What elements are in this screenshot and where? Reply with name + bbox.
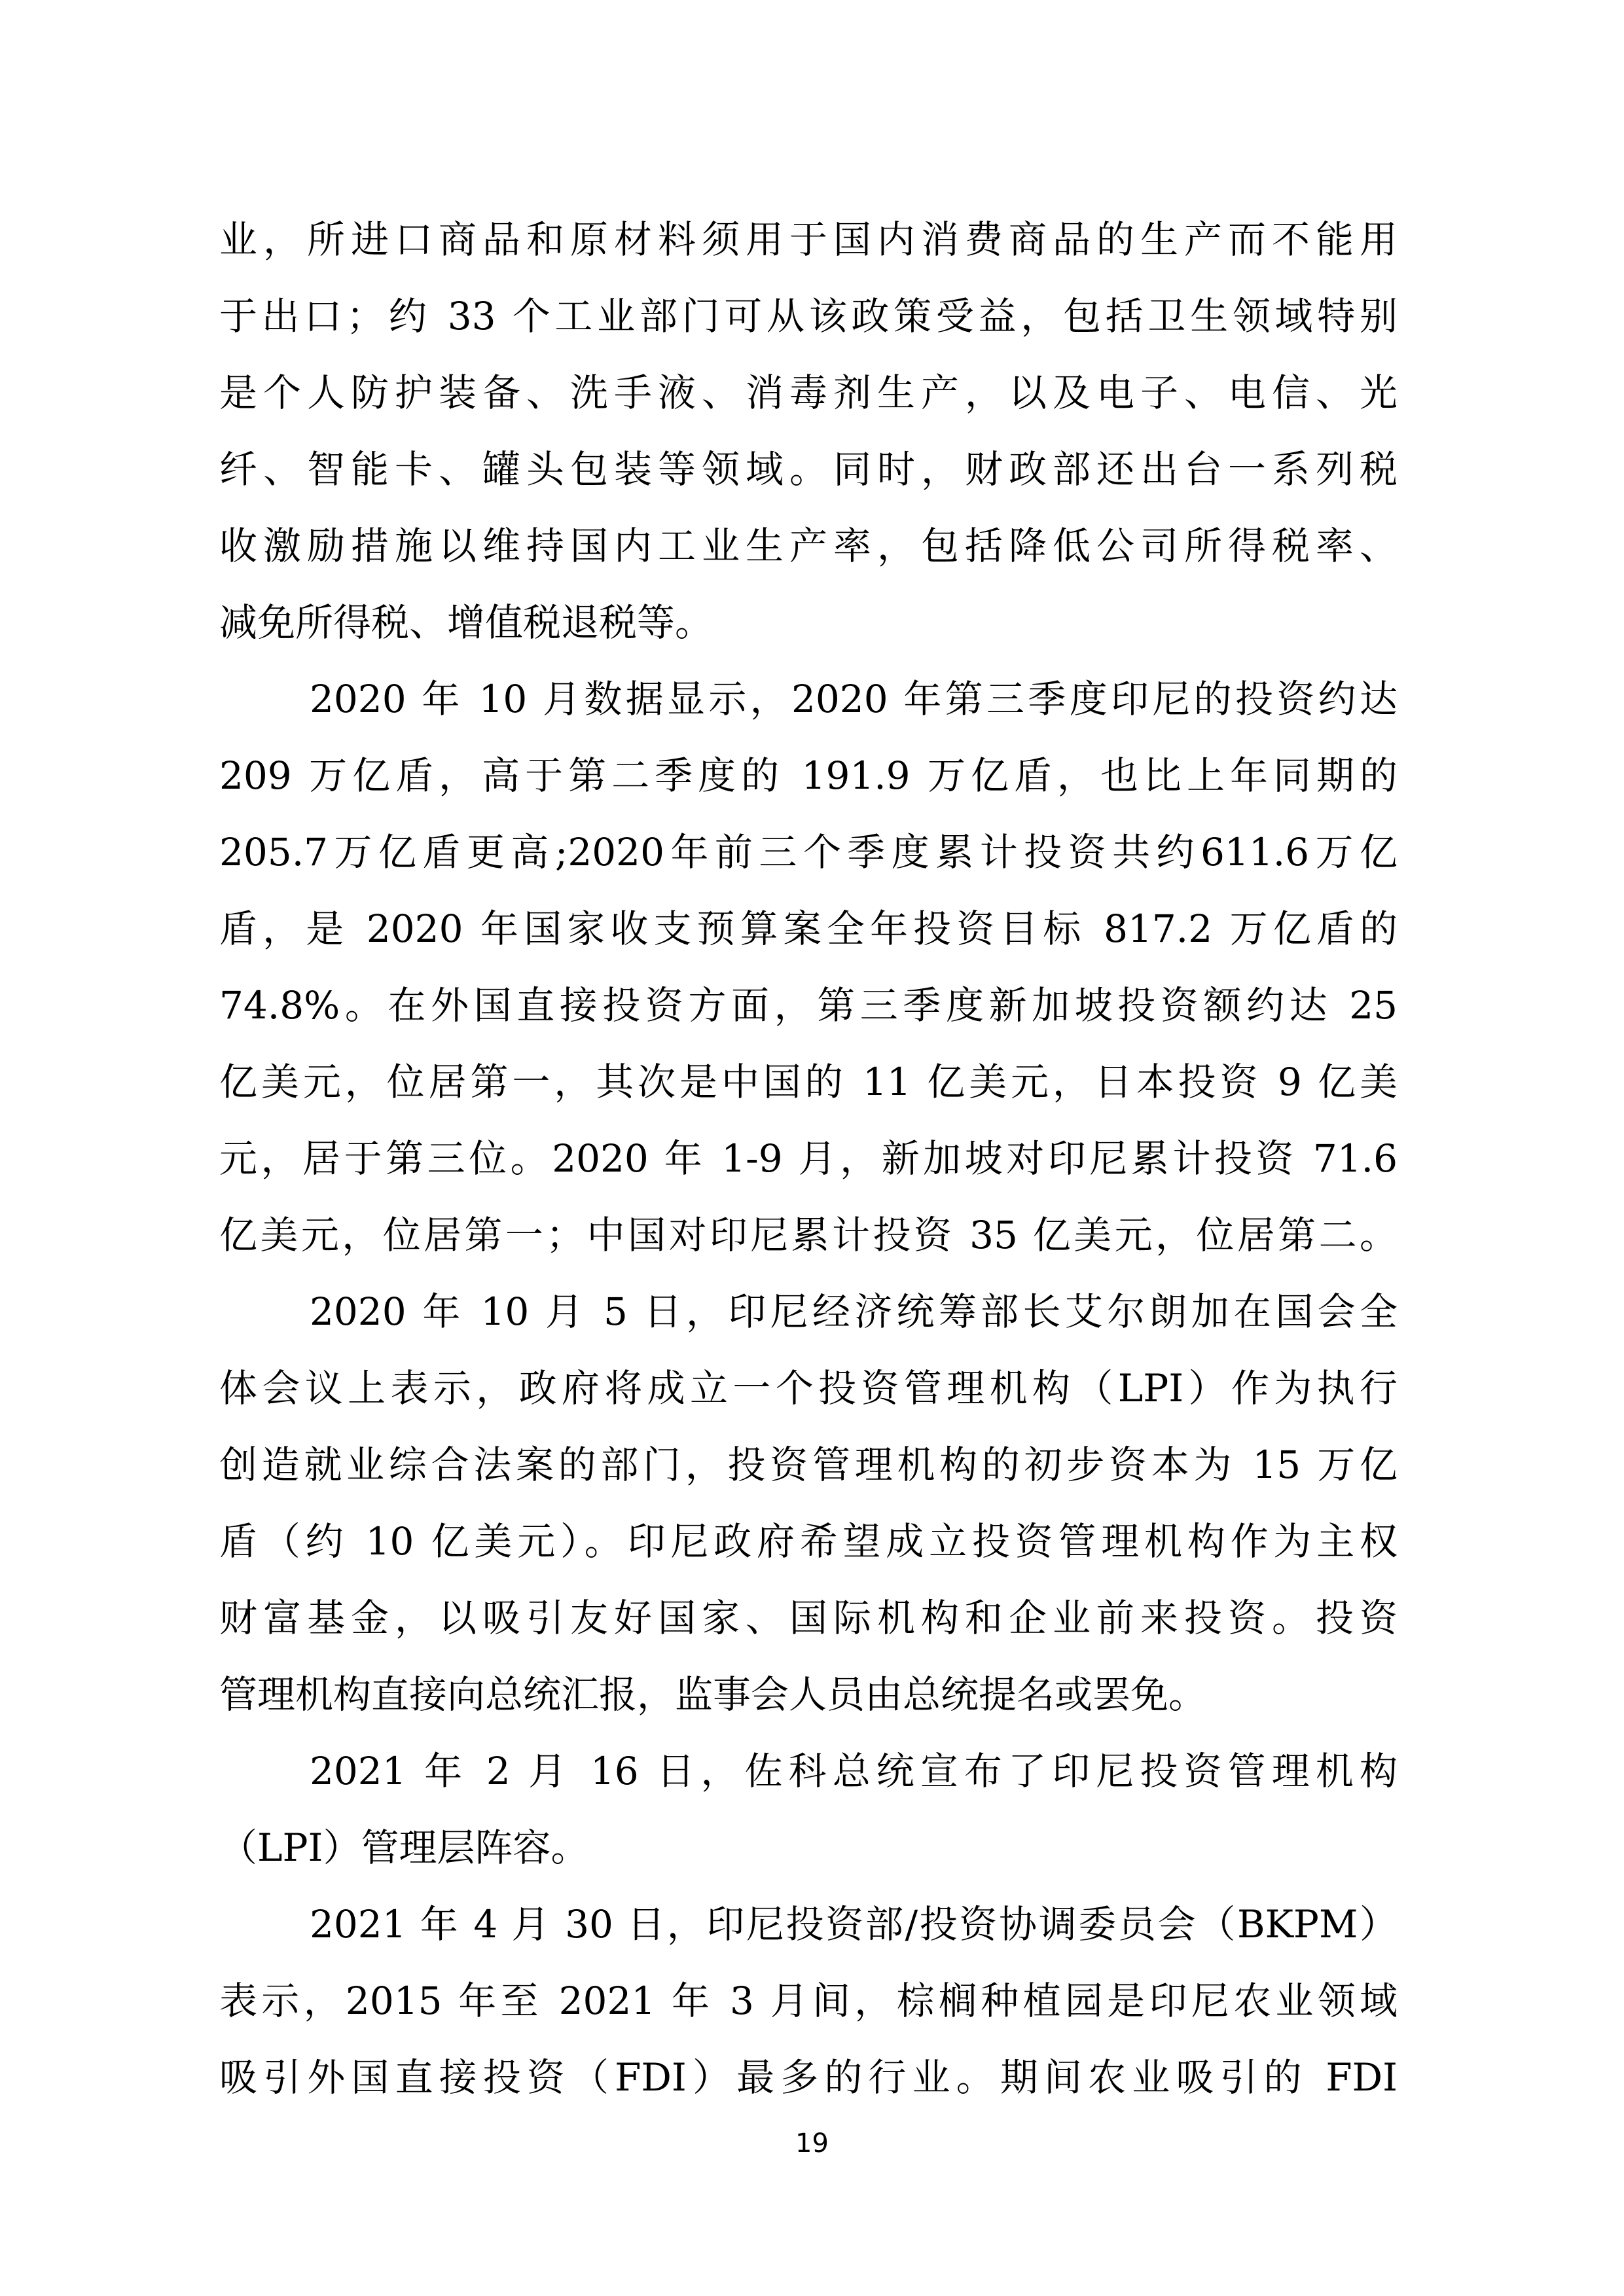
text-line: 于出口；约 33 个工业部门可从该政策受益，包括卫生领域特别: [219, 294, 1398, 338]
text-line: 盾（约 10 亿美元）。印尼政府希望成立投资管理机构作为主权: [219, 1519, 1398, 1564]
text-line: 是个人防护装备、洗手液、消毒剂生产，以及电子、电信、光: [219, 370, 1398, 415]
text-line: 2020 年 10 月数据显示，2020 年第三季度印尼的投资约达: [310, 677, 1398, 721]
text-line: 盾，是 2020 年国家收支预算案全年投资目标 817.2 万亿盾的: [219, 906, 1398, 951]
text-line: 创造就业综合法案的部门，投资管理机构的初步资本为 15 万亿: [219, 1443, 1398, 1487]
text-line: 减免所得税、增值税退税等。: [219, 600, 713, 645]
text-line: 收激励措施以维持国内工业生产率，包括降低公司所得税率、: [219, 524, 1398, 568]
document-body: [219, 202, 1398, 2116]
text-line: 205.7万亿盾更高;2020年前三个季度累计投资共约611.6万亿: [219, 830, 1398, 874]
text-line: 209 万亿盾，高于第二季度的 191.9 万亿盾，也比上年同期的: [219, 753, 1398, 798]
text-line: 亿美元，位居第一；中国对印尼累计投资 35 亿美元，位居第二。: [219, 1213, 1398, 1257]
text-line: 2021 年 4 月 30 日，印尼投资部/投资协调委员会（BKPM）: [310, 1902, 1398, 1946]
text-line: 管理机构直接向总统汇报，监事会人员由总统提名或罢免。: [219, 1672, 1207, 1717]
text-line: 74.8%。在外国直接投资方面，第三季度新加坡投资额约达 25: [219, 983, 1398, 1028]
text-line: 2021 年 2 月 16 日，佐科总统宣布了印尼投资管理机构: [310, 1749, 1398, 1793]
text-line: 吸引外国直接投资（FDI）最多的行业。期间农业吸引的 FDI: [219, 2055, 1398, 2100]
text-line: 纤、智能卡、罐头包装等领域。同时，财政部还出台一系列税: [219, 447, 1398, 492]
text-line: 体会议上表示，政府将成立一个投资管理机构（LPI）作为执行: [219, 1366, 1398, 1410]
text-line: （LPI）管理层阵容。: [219, 1825, 589, 1870]
text-line: 业，所进口商品和原材料须用于国内消费商品的生产而不能用: [219, 217, 1398, 262]
text-line: 财富基金，以吸引友好国家、国际机构和企业前来投资。投资: [219, 1596, 1398, 1640]
text-line: 亿美元，位居第一，其次是中国的 11 亿美元，日本投资 9 亿美: [219, 1060, 1398, 1104]
text-line: 元，居于第三位。2020 年 1-9 月，新加坡对印尼累计投资 71.6: [219, 1136, 1398, 1181]
text-line: 表示，2015 年至 2021 年 3 月间，棕榈种植园是印尼农业领域: [219, 1979, 1398, 2023]
text-line: 2020 年 10 月 5 日，印尼经济统筹部长艾尔朗加在国会全: [310, 1289, 1398, 1334]
page-number: 19: [795, 2128, 829, 2159]
